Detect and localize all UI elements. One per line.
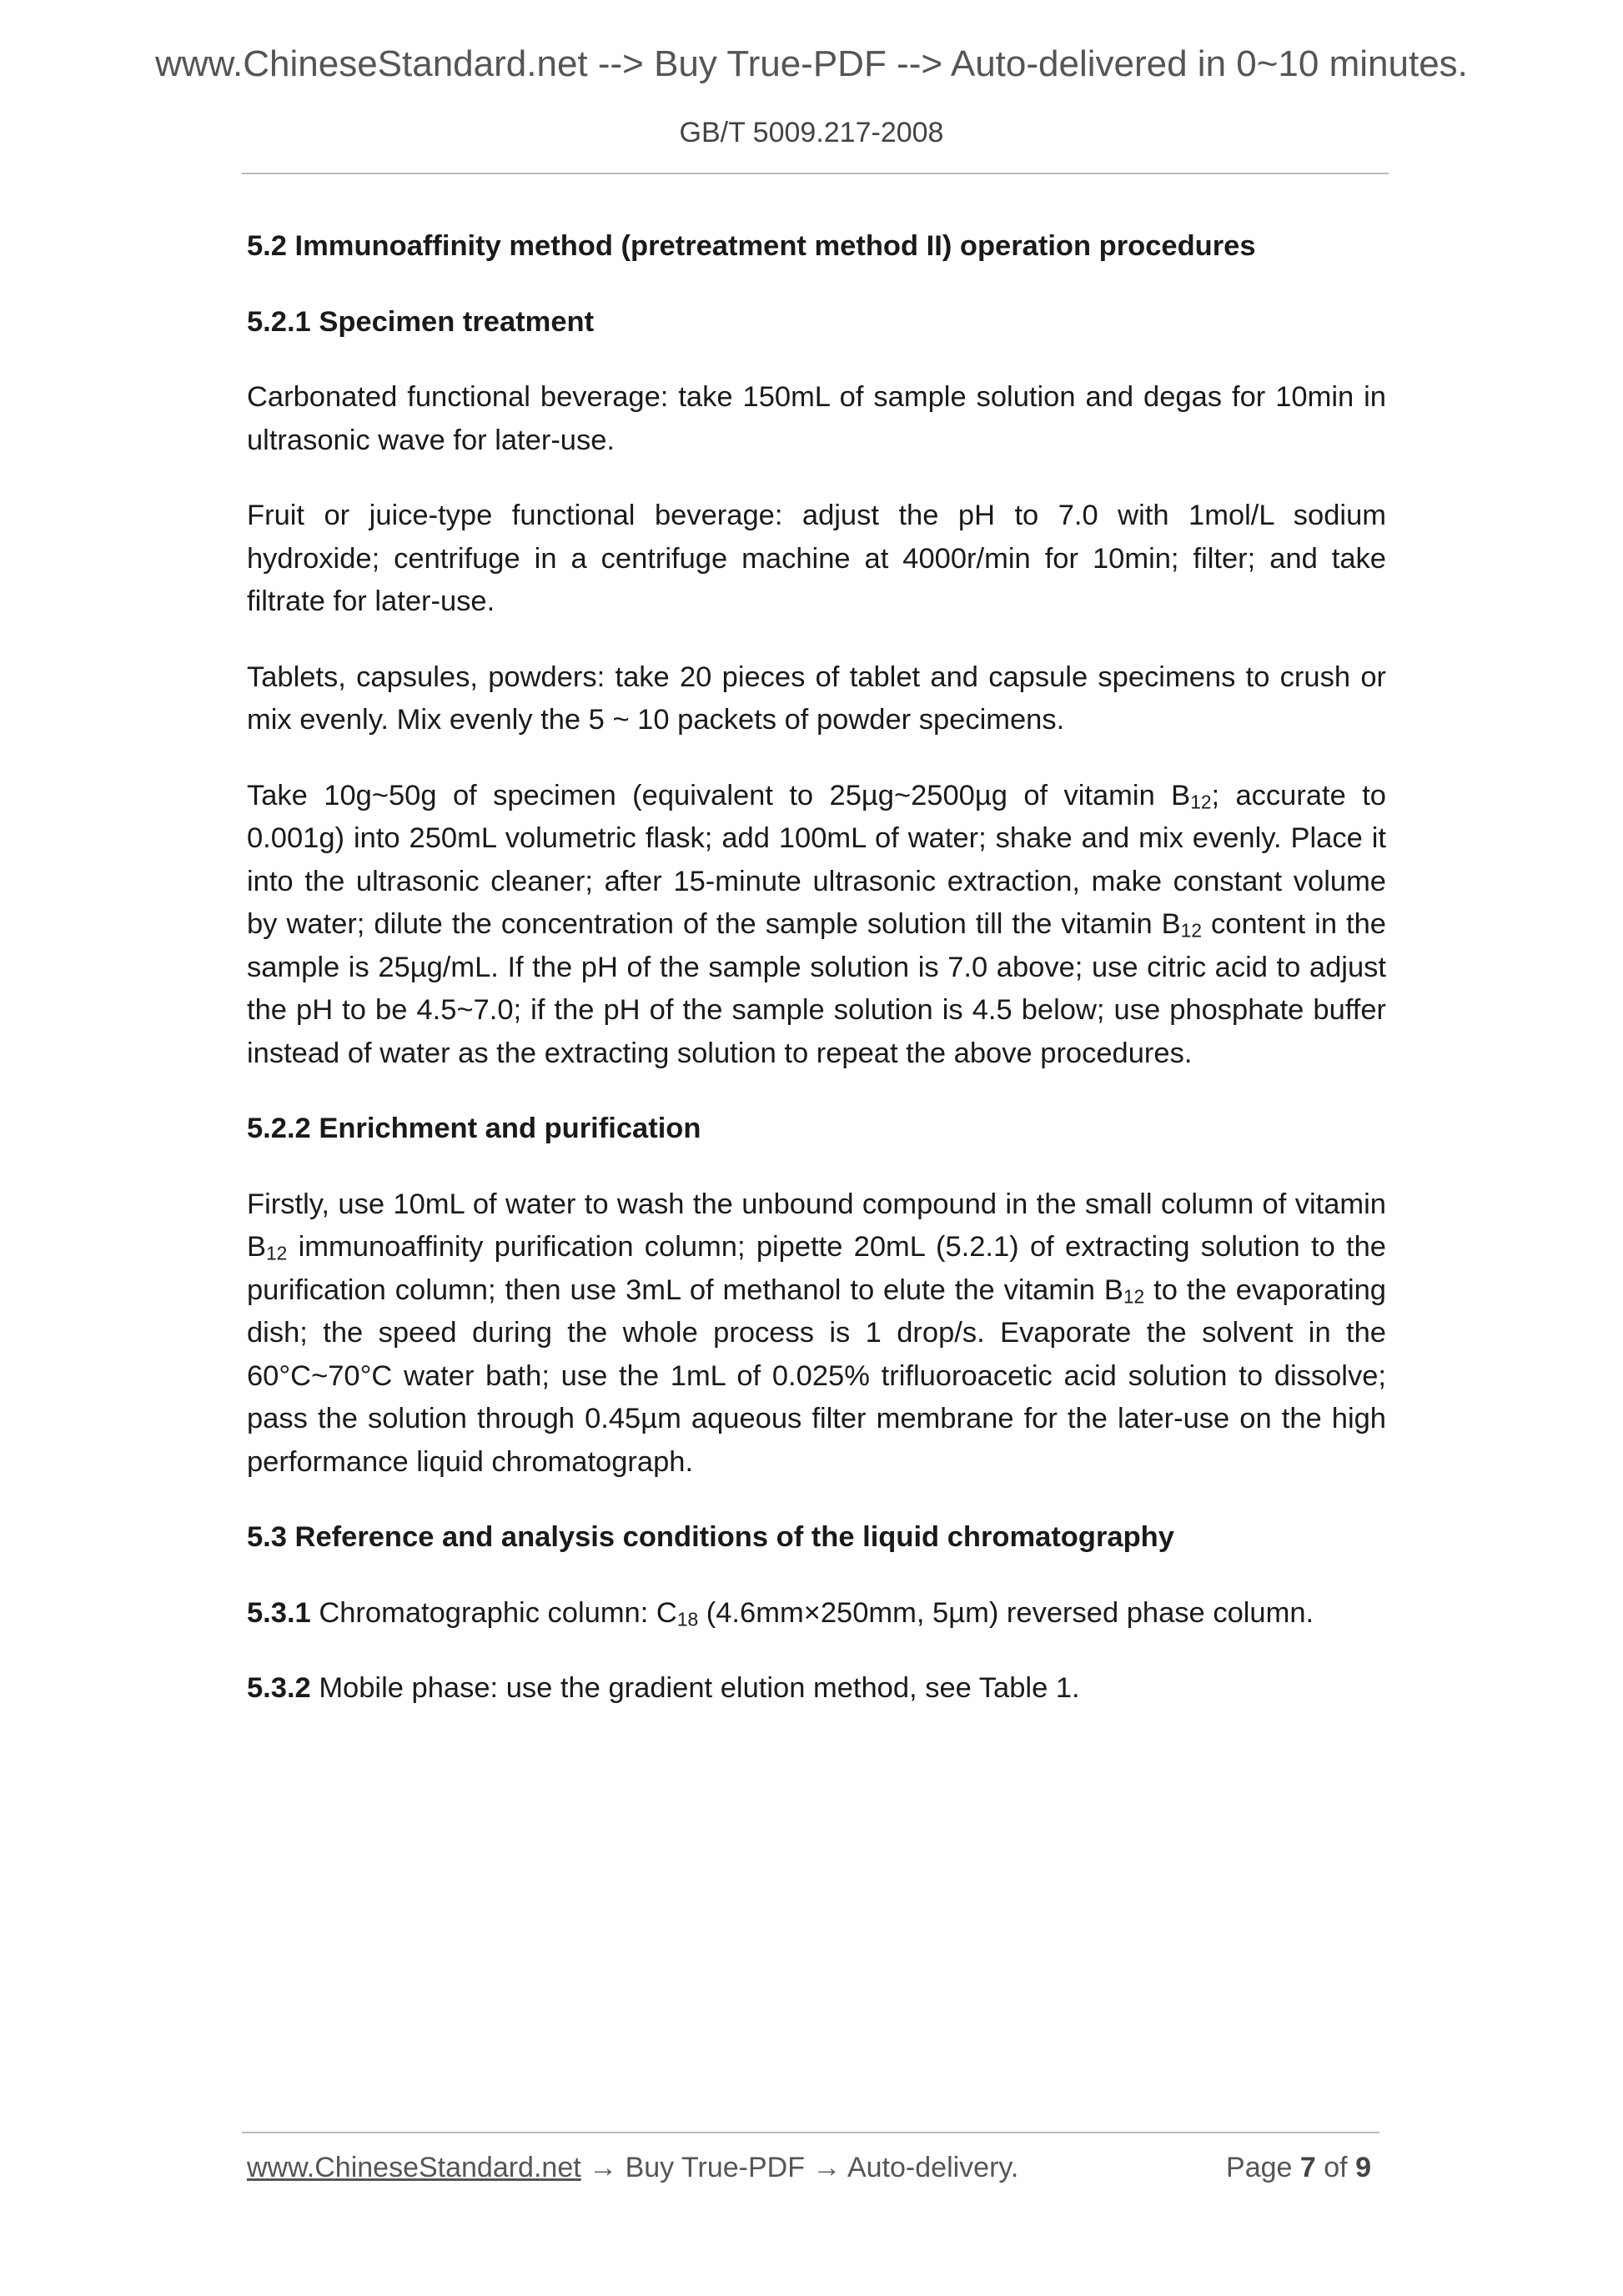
paragraph-chromatographic-column: [247, 1592, 1386, 1635]
page-number: 7: [1299, 2152, 1316, 2183]
text-run: Chromatographic column: C: [310, 1596, 677, 1629]
paragraph-mobile-phase: [247, 1667, 1386, 1711]
of-label: of: [1315, 2152, 1356, 2183]
footer-promo-text: → Buy True-PDF → Auto-delivery.: [580, 2152, 1019, 2183]
section-heading-5-2: 5.2 Immunoaffinity method (pretreatment method II) operation procedures: [247, 230, 1256, 262]
paragraph-enrichment: [247, 1183, 1386, 1485]
clause-number: 5.3.2: [247, 1672, 311, 1704]
text-run: content in the sample is 25µg/mL. If the pH of the sample solution is 7.0 above; use citric acid to adjust the pH to be 4.5~7.0; if the pH of the sample solution is 4.5 below; use phosphate buffer instead of water as the extracting solution to repeat the above procedures.: [247, 908, 1386, 1069]
text-run: to the evaporating dish; the speed during the whole process is 1 drop/s. Evaporate the solvent in the 60°C~70°C water bath; use the 1mL of 0.025% trifluoroacetic acid solution to dissolve; pass the solution through 0.45µm aqueous filter membrane for the later-use on the high performance liquid chromatograph.: [247, 1274, 1386, 1478]
text-run: Firstly, use 10mL of water to wash the unbound compound in the small column of vitamin B: [247, 1188, 1386, 1263]
subscript: 12: [1190, 791, 1212, 813]
website-link[interactable]: www.ChineseStandard.net: [247, 2152, 581, 2183]
footer-promo: [247, 2152, 1018, 2184]
standard-code: GB/T 5009.217-2008: [679, 117, 944, 148]
text-run: ; accurate to 0.001g) into 250mL volumetric flask; add 100mL of water; shake and mix evenly. Place it into the ultrasonic cleaner; after 15-minute ultrasonic extraction, make constant volume by water; dilute the concentration of the sample solution till the vitamin B: [247, 779, 1386, 940]
section-heading-5-3: 5.3 Reference and analysis conditions of the liquid chromatography: [247, 1521, 1174, 1553]
subscript: 18: [676, 1608, 699, 1630]
subscript: 12: [1180, 919, 1202, 942]
paragraph-carbonated-beverage: Carbonated functional beverage: take 150mL of sample solution and degas for 10min in ultrasonic wave for later-use.: [247, 381, 1386, 456]
text-run: Mobile phase: use the gradient elution method, see Table 1.: [310, 1672, 1080, 1704]
paragraph-tablets-capsules: Tablets, capsules, powders: take 20 pieces of tablet and capsule specimens to crush or mix evenly. Mix evenly the 5 ~ 10 packets of powder specimens.: [247, 661, 1386, 736]
clause-number: 5.3.1: [247, 1596, 311, 1629]
document-body: [247, 225, 1386, 1743]
text-run: (4.6mm×250mm, 5µm) reversed phase column.: [698, 1596, 1314, 1629]
section-heading-5-2-2: 5.2.2 Enrichment and purification: [247, 1113, 701, 1144]
site-banner: www.ChineseStandard.net --> Buy True-PDF --> Auto-delivered in 0~10 minutes.: [155, 43, 1468, 84]
page-indicator: [1226, 2152, 1371, 2184]
page-label: Page: [1226, 2152, 1300, 2183]
subscript: 12: [266, 1242, 288, 1264]
text-run: Take 10g~50g of specimen (equivalent to 25µg~2500µg of vitamin B: [247, 779, 1191, 811]
paragraph-fruit-beverage: Fruit or juice-type functional beverage: adjust the pH to 7.0 with 1mol/L sodium hydroxide; centrifuge in a centrifuge machine at 4000r/min for 10min; filter; and take filtrate for later-use.: [247, 500, 1386, 617]
subscript: 12: [1123, 1285, 1145, 1308]
section-heading-5-2-1: 5.2.1 Specimen treatment: [247, 305, 595, 338]
footer-divider: [242, 2132, 1379, 2133]
text-run: immunoaffinity purification column; pipette 20mL (5.2.1) of extracting solution to the purification column; then use 3mL of methanol to elute the vitamin B: [247, 1231, 1386, 1306]
header-divider: [242, 173, 1389, 174]
paragraph-specimen-extraction: [247, 775, 1386, 1076]
page-total: 9: [1355, 2152, 1371, 2183]
